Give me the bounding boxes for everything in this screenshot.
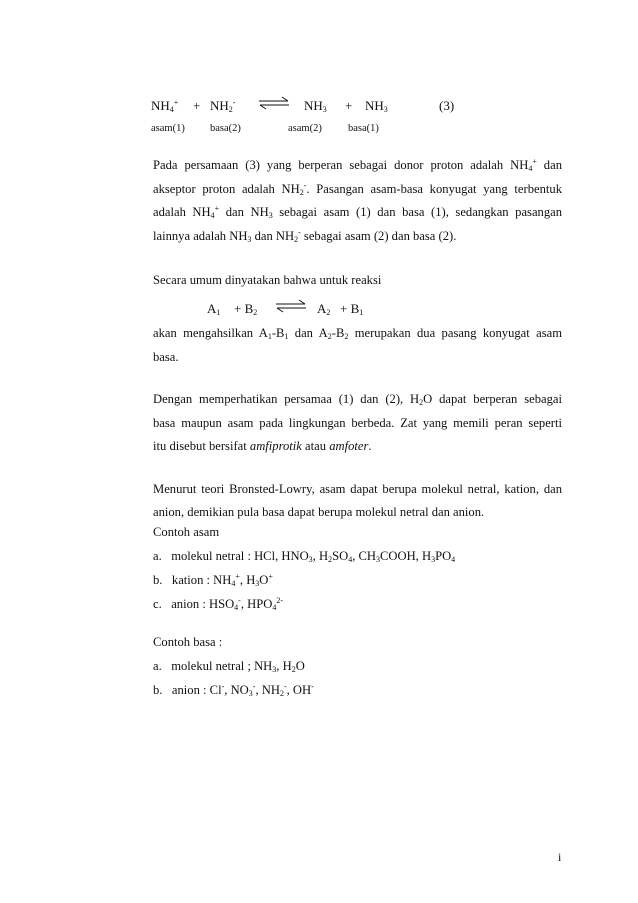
text-line: Dengan memperhatikan persamaa (1) dan (2), $H_2O$ dapat berperan sebagai [153, 392, 562, 407]
eq-general-a1: $A_1$ [207, 301, 221, 317]
eq3-label: basa(1) [348, 123, 379, 134]
paragraph-general-reaction [153, 269, 562, 293]
eq3-term-nh4: $NH_4^+$ [151, 98, 179, 114]
paragraph-donor-acceptor [153, 154, 562, 248]
term-amfoter: amfoter [329, 439, 369, 453]
text-line: akseptor proton adalah $NH_2^-$. Pasangan asam-basa konyugat yang terbentuk [153, 180, 562, 197]
paragraph-amphiprotic [153, 388, 562, 459]
eq3-plus: + [345, 98, 353, 113]
paragraph-bronsted-lowry [153, 478, 562, 544]
eq3-plus: + [193, 98, 201, 113]
list-item: a. molekul netral ; $NH_3$, $H_2O$ [153, 659, 305, 674]
text-line: anion, demikian pula basa dapat berupa molekul netral dan anion. [153, 505, 485, 519]
text-line: Pada persamaan (3) yang berperan sebagai donor proton adalah $NH_4^+$ dan [153, 157, 562, 173]
eq3-term-nh3-a: $NH_3$ [304, 98, 327, 114]
text-line: itu disebut bersifat amfiprotik atau amfoter. [153, 439, 372, 453]
equilibrium-arrow-icon [275, 299, 307, 313]
list-item: b. anion : Cl-, $NO_3^-$, $NH_2^-$, OH- [153, 682, 314, 698]
text-line: lainnya adalah $NH_3$ dan $NH_2^-$ sebagai asam (2) dan basa (2). [153, 227, 457, 244]
eq3-label: asam(2) [288, 123, 322, 134]
term-amfiprotik: amfiprotik [249, 439, 302, 453]
text-line: Menurut teori Bronsted-Lowry, asam dapat berupa molekul netral, kation, dan [153, 482, 562, 496]
text-line: basa maupun asam pada lingkungan berbeda. Zat yang memili peran seperti [153, 415, 562, 430]
list-item: b. kation : $NH_4^+$, $H_3O^+$ [153, 572, 273, 588]
list-item: c. anion : $HSO_4^-$, $HPO_4^{2-}$ [153, 596, 284, 612]
text-line: adalah $NH_4^+$ dan $NH_3$ sebagai asam (1) dan basa (1), sedangkan pasangan [153, 204, 563, 220]
list-contoh-basa [153, 630, 562, 702]
text-line: Secara umum dinyatakan bahwa untuk reaksi [153, 273, 382, 287]
paragraph-conjugate-pairs [153, 322, 562, 369]
page-number: i [558, 850, 562, 864]
contoh-basa-heading: Contoh basa : [153, 635, 223, 649]
eq-general-b2: + $B_2$ [234, 301, 258, 317]
text-line: basa. [153, 349, 179, 364]
list-item: a. molekul netral : HCl, $HNO_3$, $H_2SO_4$, $CH_3COOH$, $H_3PO_4$ [153, 549, 456, 564]
equilibrium-arrow-icon [258, 96, 290, 110]
list-contoh-asam [153, 544, 562, 616]
eq3-label: asam(1) [151, 123, 185, 134]
text-line: akan mengahsilkan $A_1-B_1$ dan $A_2-B_2$ merupakan dua pasang konyugat asam [153, 326, 562, 341]
contoh-asam-heading: Contoh asam [153, 525, 220, 539]
equation-number: (3) [439, 98, 455, 113]
eq3-term-nh2: $NH_2^-$ [210, 98, 236, 114]
eq3-term-nh3-b: $NH_3$ [365, 98, 388, 114]
eq-general-a2: $A_2$ [317, 301, 331, 317]
eq-general-b1: + $B_1$ [340, 301, 364, 317]
eq3-label: basa(2) [210, 123, 241, 134]
